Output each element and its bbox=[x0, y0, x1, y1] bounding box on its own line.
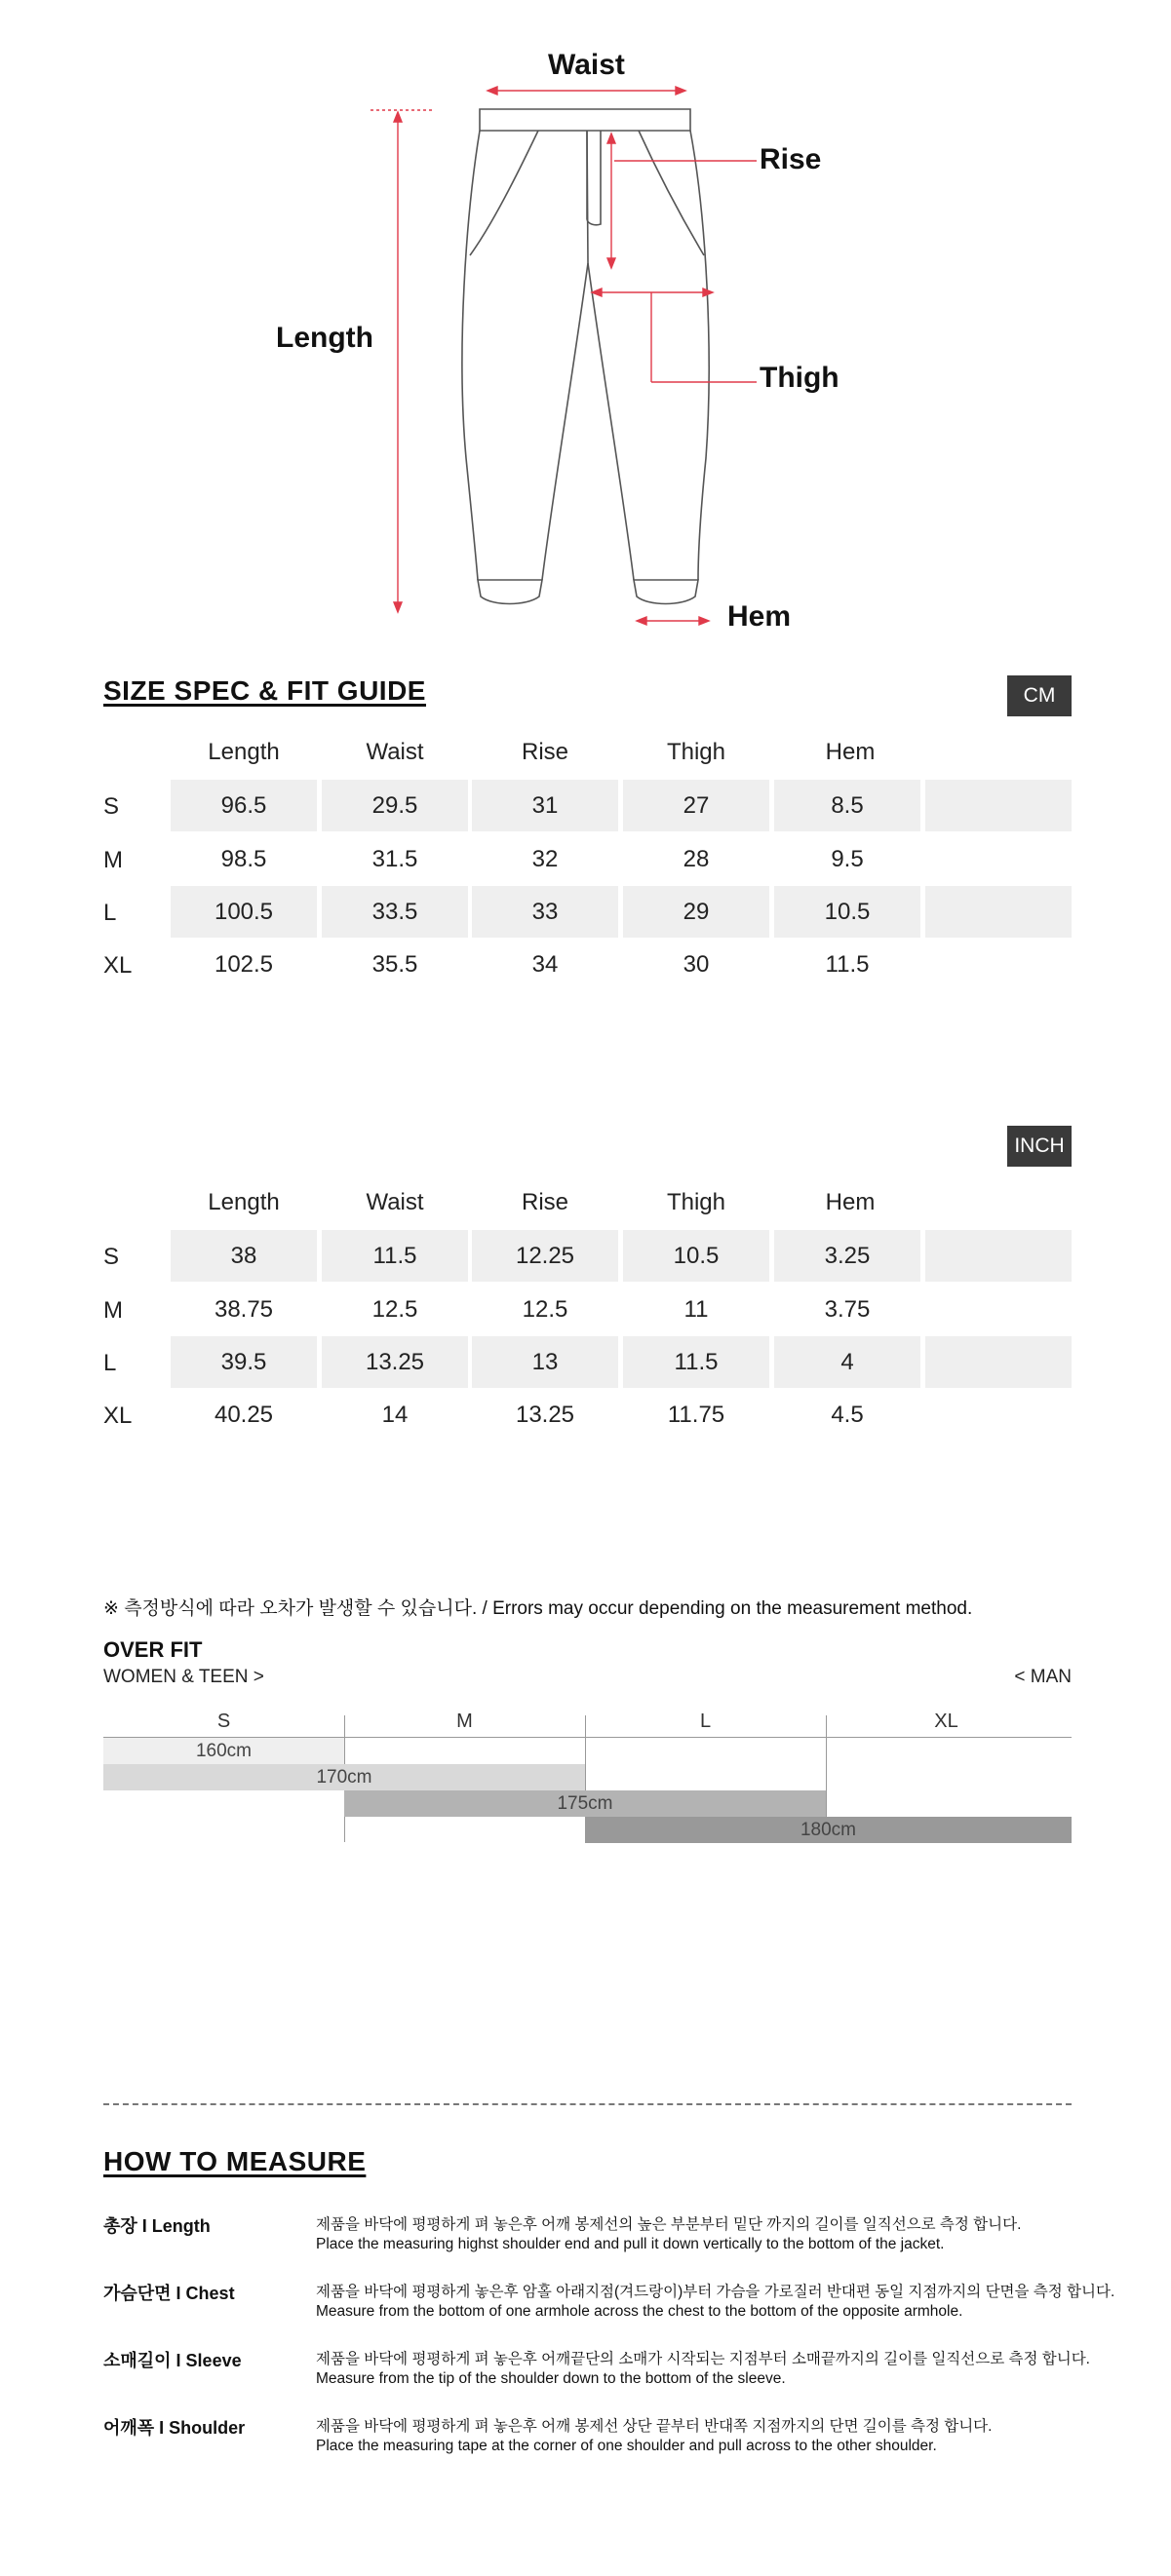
table-row bbox=[103, 886, 1072, 938]
size-label: S bbox=[103, 793, 120, 820]
table-cell: 11.5 bbox=[322, 1230, 468, 1282]
fit-size-label: XL bbox=[934, 1711, 958, 1732]
table-row bbox=[103, 1389, 1072, 1441]
column-header: Thigh bbox=[666, 1189, 726, 1215]
how-to-korean: 제품을 바닥에 평평하게 놓은후 암홀 아래지점(겨드랑이)부터 가슴을 가로질러 반대편 동일 지점까지의 단면을 측정 합니다. bbox=[316, 2284, 1115, 2300]
table-cell: 33 bbox=[472, 886, 618, 938]
table-row bbox=[103, 833, 1072, 885]
table-cell: 10.5 bbox=[774, 886, 920, 938]
cm-table-header bbox=[103, 739, 1072, 778]
table-cell: 11 bbox=[683, 1295, 709, 1323]
rise-label: Rise bbox=[760, 143, 822, 175]
table-cell: 38.75 bbox=[214, 1295, 274, 1323]
table-cell-empty bbox=[925, 1230, 1072, 1282]
table-cell: 12.25 bbox=[472, 1230, 618, 1282]
table-cell: 3.25 bbox=[774, 1230, 920, 1282]
column-header: Hem bbox=[825, 1189, 876, 1215]
fit-size-label: L bbox=[699, 1711, 712, 1732]
column-header: Rise bbox=[521, 739, 568, 765]
table-cell: 34 bbox=[531, 950, 559, 978]
table-row bbox=[103, 939, 1072, 990]
table-row bbox=[103, 1336, 1072, 1388]
table-cell: 33.5 bbox=[322, 886, 468, 938]
table-cell: 11.5 bbox=[623, 1336, 769, 1388]
table-cell: 11.75 bbox=[667, 1401, 725, 1428]
table-row bbox=[103, 780, 1072, 831]
table-cell: 31.5 bbox=[371, 845, 418, 872]
how-to-english: Measure from the tip of the shoulder down to the bottom of the sleeve. bbox=[316, 2370, 786, 2387]
table-cell: 8.5 bbox=[774, 780, 920, 831]
table-cell: 96.5 bbox=[171, 780, 317, 831]
how-to-korean: 제품을 바닥에 평평하게 펴 놓은후 어깨끝단의 소매가 시작되는 지점부터 소매끝까지의 길이를 일직선으로 측정 합니다. bbox=[316, 2351, 1090, 2367]
how-to-english: Measure from the bottom of one armhole across the chest to the bottom of the opposite armhole. bbox=[316, 2303, 963, 2320]
table-cell: 11.5 bbox=[825, 950, 870, 978]
size-label: M bbox=[103, 847, 123, 873]
table-cell: 13.25 bbox=[515, 1401, 575, 1428]
table-cell: 12.5 bbox=[522, 1295, 568, 1323]
table-cell: 30 bbox=[683, 950, 710, 978]
fit-title: OVER FIT bbox=[103, 1637, 203, 1662]
table-cell-empty bbox=[925, 1336, 1072, 1388]
fit-bar-160: 160cm bbox=[103, 1738, 344, 1764]
table-cell: 3.75 bbox=[824, 1295, 871, 1323]
size-label: XL bbox=[103, 1403, 133, 1429]
table-cell: 39.5 bbox=[171, 1336, 317, 1388]
cm-unit-badge: CM bbox=[1007, 675, 1072, 716]
thigh-label: Thigh bbox=[760, 362, 839, 394]
table-cell-empty bbox=[925, 886, 1072, 938]
table-cell: 12.5 bbox=[371, 1295, 418, 1323]
table-cell: 13.25 bbox=[322, 1336, 468, 1388]
pants-outline-illustration bbox=[0, 0, 1171, 643]
table-cell: 4.5 bbox=[831, 1401, 864, 1428]
table-cell: 38 bbox=[171, 1230, 317, 1282]
table-cell: 100.5 bbox=[171, 886, 317, 938]
how-to-label: 소매길이 I Sleeve bbox=[103, 2351, 242, 2370]
size-label: XL bbox=[103, 952, 133, 979]
table-cell-empty bbox=[925, 780, 1072, 831]
fit-man-label: < MAN bbox=[1014, 1667, 1072, 1687]
length-label: Length bbox=[276, 322, 373, 354]
fit-size-label: M bbox=[456, 1711, 473, 1732]
size-spec-title: SIZE SPEC & FIT GUIDE bbox=[103, 675, 426, 706]
column-header: Waist bbox=[366, 739, 424, 765]
table-cell: 35.5 bbox=[371, 950, 418, 978]
how-to-korean: 제품을 바닥에 평평하게 펴 놓은후 어깨 봉제선의 높은 부분부터 밑단 까지의 길이를 일직선으로 측정 합니다. bbox=[316, 2216, 1022, 2233]
table-cell: 9.5 bbox=[831, 845, 864, 872]
table-cell: 14 bbox=[381, 1401, 409, 1428]
table-cell: 10.5 bbox=[623, 1230, 769, 1282]
table-cell: 102.5 bbox=[214, 950, 274, 978]
how-to-measure-title: HOW TO MEASURE bbox=[103, 2146, 367, 2176]
size-label: L bbox=[103, 1350, 117, 1376]
table-row bbox=[103, 1284, 1072, 1335]
column-header: Length bbox=[208, 1189, 280, 1215]
section-divider bbox=[103, 2103, 1072, 2105]
table-row bbox=[103, 1230, 1072, 1282]
inch-unit-badge: INCH bbox=[1007, 1126, 1072, 1167]
size-label: L bbox=[103, 900, 117, 926]
fit-height-chart bbox=[103, 1701, 1072, 1847]
table-cell: 13 bbox=[472, 1336, 618, 1388]
table-cell: 29 bbox=[623, 886, 769, 938]
table-cell: 4 bbox=[774, 1336, 920, 1388]
column-header: Length bbox=[208, 739, 280, 765]
fit-women-label: WOMEN & TEEN > bbox=[103, 1667, 264, 1687]
fit-bar-170: 170cm bbox=[103, 1764, 585, 1790]
fit-bar-180: 180cm bbox=[585, 1817, 1072, 1843]
column-header: Rise bbox=[521, 1189, 568, 1215]
how-to-label: 총장 I Length bbox=[103, 2216, 211, 2236]
fit-size-label: S bbox=[216, 1711, 231, 1732]
table-cell: 29.5 bbox=[322, 780, 468, 831]
table-cell: 27 bbox=[623, 780, 769, 831]
inch-table-header bbox=[103, 1189, 1072, 1228]
waist-label: Waist bbox=[548, 49, 625, 81]
table-cell: 28 bbox=[683, 845, 710, 872]
size-label: S bbox=[103, 1244, 120, 1270]
inch-size-table bbox=[103, 1189, 1072, 1442]
how-to-english: Place the measuring highst shoulder end and pull it down vertically to the bottom of the jacket. bbox=[316, 2236, 945, 2252]
column-header: Waist bbox=[366, 1189, 424, 1215]
fit-bar-175: 175cm bbox=[344, 1790, 826, 1817]
cm-size-table bbox=[103, 739, 1072, 992]
column-header: Thigh bbox=[666, 739, 726, 765]
how-to-korean: 제품을 바닥에 평평하게 펴 놓은후 어깨 봉제선 상단 끝부터 반대쪽 지점까지의 단면 길이를 측정 합니다. bbox=[316, 2418, 993, 2435]
column-header: Hem bbox=[825, 739, 876, 765]
measurement-note: ※ 측정방식에 따라 오차가 발생할 수 있습니다. / Errors may occur depending on the measurement method. bbox=[103, 1598, 973, 1619]
table-cell: 31 bbox=[472, 780, 618, 831]
size-label: M bbox=[103, 1297, 123, 1324]
table-cell: 32 bbox=[531, 845, 559, 872]
table-cell: 40.25 bbox=[214, 1401, 274, 1428]
how-to-label: 어깨폭 I Shoulder bbox=[103, 2418, 246, 2438]
how-to-label: 가슴단면 I Chest bbox=[103, 2284, 235, 2303]
hem-label: Hem bbox=[727, 600, 792, 633]
table-cell: 98.5 bbox=[220, 845, 267, 872]
pants-measurement-diagram bbox=[0, 0, 1171, 643]
how-to-english: Place the measuring tape at the corner of one shoulder and pull across to the other shoulder. bbox=[316, 2438, 937, 2454]
